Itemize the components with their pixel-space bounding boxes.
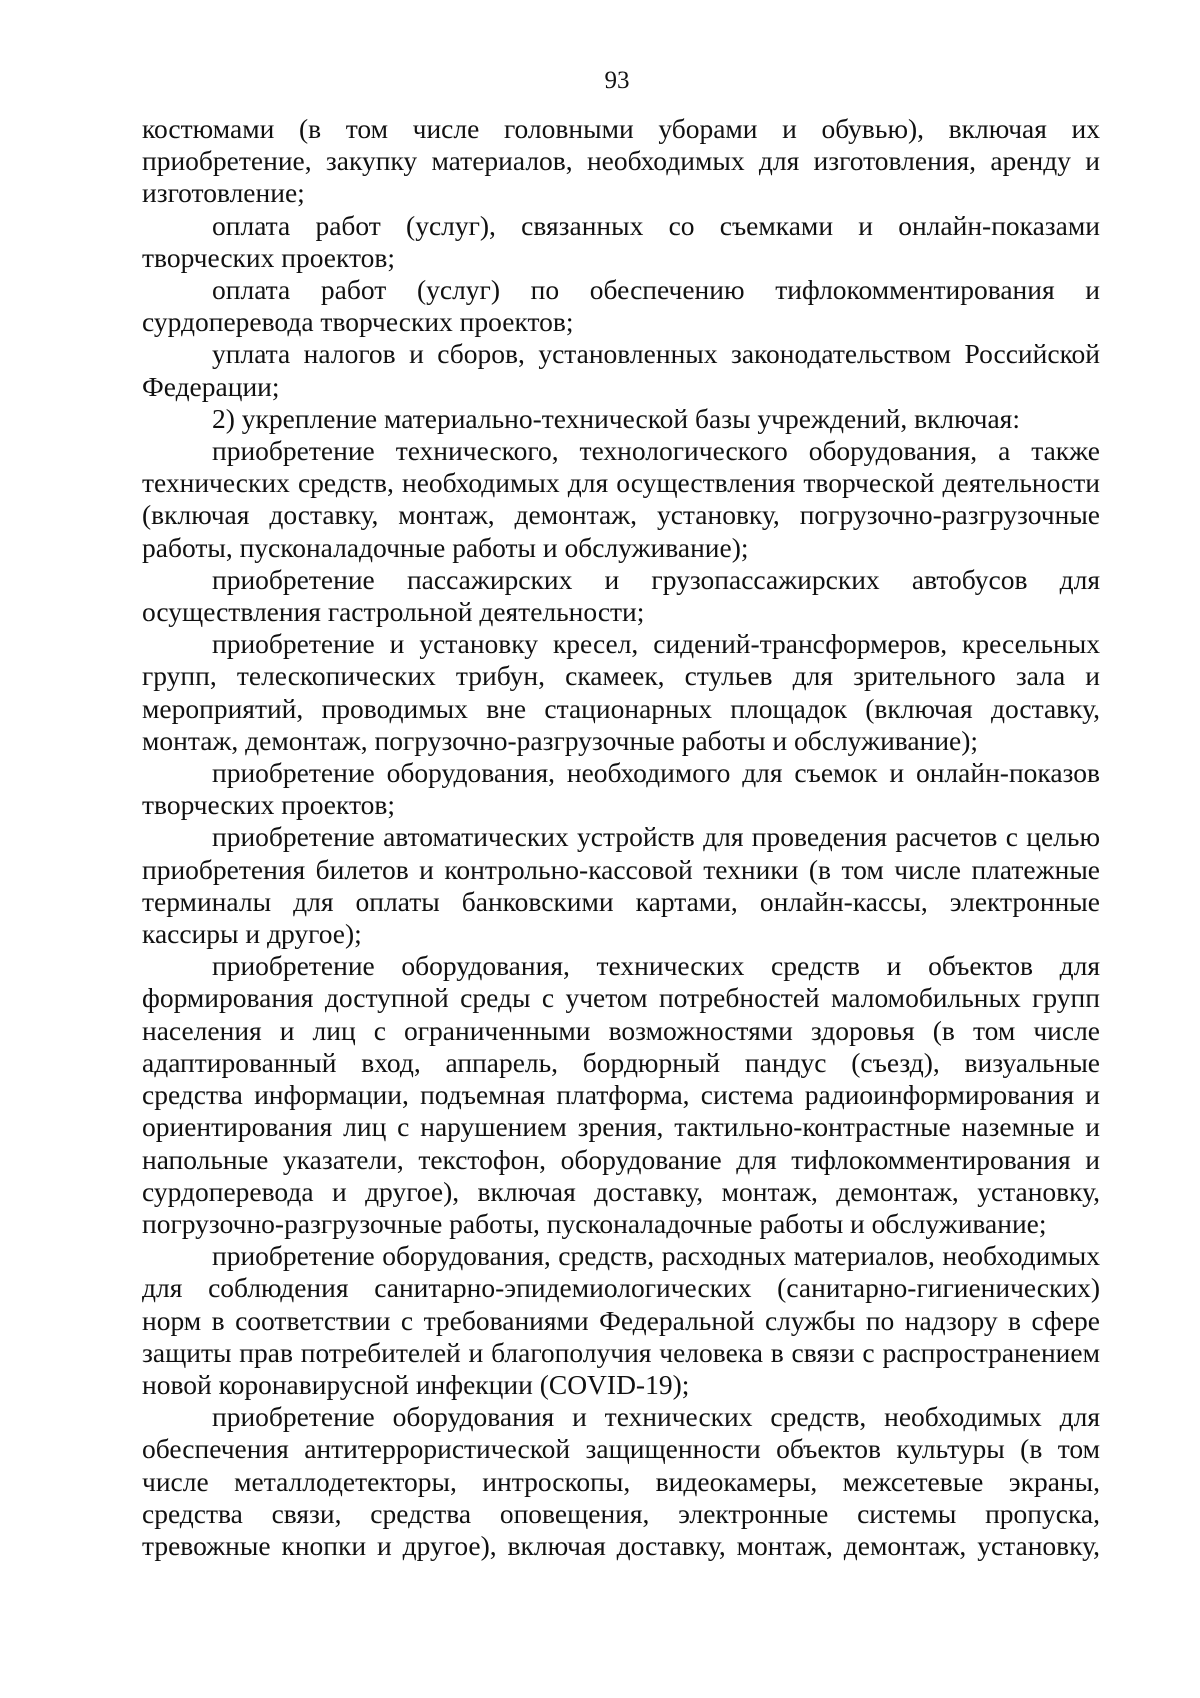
paragraph-antiterror-equipment: приобретение оборудования и технических средств, необходимых для обеспечения антитеррористической защищенности объектов культуры (в том числе металлодетекторы, интроскопы, видеокамеры, межсетевые экраны, средства связи, средства оповещения, электронные системы пропуска, тревожные кнопки и другое), включая доставку, монтаж, демонтаж, установку,: [142, 1401, 1100, 1561]
paragraph-material-base-heading: 2) укрепление материально-технической базы учреждений, включая:: [212, 402, 1020, 434]
paragraph-tiflo-sign-payment: оплата работ (услуг) по обеспечению тифлокомментирования и сурдоперевода творческих проектов;: [142, 274, 1100, 338]
paragraph-accessible-environment: приобретение оборудования, технических средств и объектов для формирования доступной среды с учетом потребностей маломобильных групп населения и лиц с ограниченными возможностями здоровья (в том числе адаптированный вход, аппарель, бордюрный пандус (съезд), визуальные средства информации, подъемная платформа, система радиоинформирования и ориентирования лиц с нарушением зрения, тактильно-контрастные наземные и напольные указатели, текстофон, оборудование для тифлокомментирования и сурдоперевода и другое), включая доставку, монтаж, демонтаж, установку, погрузочно-разгрузочные работы, пусконаладочные работы и обслуживание;: [142, 950, 1100, 1239]
paragraph-taxes: уплата налогов и сборов, установленных законодательством Российской Федерации;: [142, 338, 1100, 402]
paragraph-buses: приобретение пассажирских и грузопассажирских автобусов для осуществления гастрольной деятельности;: [142, 563, 1100, 628]
page-number: 93: [604, 67, 630, 94]
paragraph-sanitary-equipment: приобретение оборудования, средств, расходных материалов, необходимых для соблюдения санитарно-эпидемиологических (санитарно-гигиенических) норм в соответствии с требованиями Федеральной службы по надзору в сфере защиты прав потребителей и благополучия человека в связи с распространением новой коронавирусной инфекции (COVID-19);: [142, 1240, 1100, 1400]
paragraph-technical-equipment: приобретение технического, технологического оборудования, а также технических средств, необходимых для осуществления творческой деятельности (включая доставку, монтаж, демонтаж, установку, погрузочно-разгрузочные работы, пусконаладочные работы и обслуживание);: [142, 435, 1100, 563]
paragraph-filming-payment: оплата работ (услуг), связанных со съемками и онлайн-показами творческих проектов;: [142, 209, 1100, 273]
paragraph-seating: приобретение и установку кресел, сидений-трансформеров, кресельных групп, телескопических трибун, скамеек, стульев для зрительного зала и мероприятий, проводимых вне стационарных площадок (включая доставку, монтаж, демонтаж, погрузочно-разгрузочные работы и обслуживание);: [142, 628, 1100, 756]
paragraph-costumes-continued: костюмами (в том числе головными уборами и обувью), включая их приобретение, закупку материалов, необходимых для изготовления, аренду и изготовление;: [142, 113, 1100, 209]
paragraph-filming-equipment: приобретение оборудования, необходимого для съемок и онлайн-показов творческих проектов;: [142, 757, 1100, 821]
document-text: [142, 113, 1100, 1562]
paragraph-ticketing-devices: приобретение автоматических устройств для проведения расчетов с целью приобретения билетов и контрольно-кассовой техники (в том числе платежные терминалы для оплаты банковскими картами, онлайн-кассы, электронные кассиры и другое);: [142, 821, 1100, 950]
